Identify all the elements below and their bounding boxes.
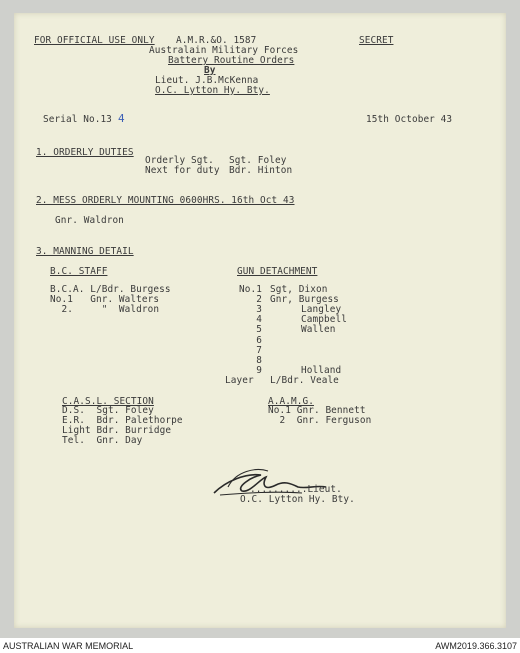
by-label: By	[204, 65, 216, 76]
gun-no: No.1	[239, 284, 262, 295]
gun-name: Holland	[301, 365, 342, 376]
serial-label: Serial No.13	[43, 114, 112, 125]
bc-staff-heading: B.C. STAFF	[50, 266, 108, 277]
gun-name: Langley	[301, 304, 342, 315]
gun-detachment-heading: GUN DETACHMENT	[237, 266, 318, 277]
document-title: Battery Routine Orders	[168, 55, 295, 66]
gun-name: Sgt, Dixon	[270, 284, 328, 295]
footer-accession-number: AWM2019.366.3107	[435, 641, 517, 651]
serial-handwritten-number: 4	[118, 112, 125, 125]
officer-name: Lieut. J.B.McKenna	[155, 75, 259, 86]
casl-row: D.S. Sgt. Foley	[62, 405, 154, 416]
gun-no: 7	[256, 345, 262, 356]
next-duty-name: Bdr. Hinton	[229, 165, 293, 176]
manning-detail-heading: 3. MANNING DETAIL	[36, 246, 134, 257]
gun-no: 3	[256, 304, 262, 315]
gun-no: 9	[256, 365, 262, 376]
bc-staff-row: No.1 Gnr. Walters	[50, 294, 160, 305]
orderly-duties-heading: 1. ORDERLY DUTIES	[36, 147, 134, 158]
reference-number: A.M.R.&O. 1587	[176, 35, 257, 46]
classification-label: SECRET	[359, 35, 394, 46]
aamg-heading: A.A.M.G.	[268, 396, 314, 407]
gun-name: Gnr, Burgess	[270, 294, 339, 305]
gun-name: Campbell	[301, 314, 347, 325]
gun-no: 4	[256, 314, 262, 325]
next-duty-role-text: Next for duty	[145, 165, 220, 176]
gun-no: 8	[256, 355, 262, 366]
layer-label: Layer	[225, 375, 254, 386]
gun-name: Wallen	[301, 324, 336, 335]
restriction-label: FOR OFFICIAL USE ONLY	[34, 35, 155, 46]
casl-row: Light Bdr. Burridge	[62, 425, 172, 436]
aamg-row: No.1 Gnr. Bennett	[268, 405, 366, 416]
orderly-name: Sgt. Foley	[229, 155, 287, 166]
casl-section-heading: C.A.S.L. SECTION	[62, 396, 154, 407]
casl-row: E.R. Bdr. Palethorpe	[62, 415, 183, 426]
organisation: Australain Military Forces	[149, 45, 299, 56]
gun-no: 5	[256, 324, 262, 335]
casl-row: Tel. Gnr. Day	[62, 435, 143, 446]
signature-title: O.C. Lytton Hy. Bty.	[240, 494, 355, 505]
bc-staff-row: B.C.A. L/Bdr. Burgess	[50, 284, 171, 295]
signature-line: ..........Lieut.	[250, 484, 342, 495]
mess-orderly-name: Gnr. Waldron	[55, 215, 124, 226]
aamg-row: 2 Gnr. Ferguson	[268, 415, 372, 426]
bc-staff-row: 2. " Waldron	[50, 304, 160, 315]
command-title: O.C. Lytton Hy. Bty.	[155, 85, 270, 96]
mess-orderly-heading: 2. MESS ORDERLY MOUNTING 0600HRS. 16th Oct 43	[36, 195, 295, 206]
footer-institution: AUSTRALIAN WAR MEMORIAL	[3, 641, 134, 651]
layer-name: L/Bdr. Veale	[270, 375, 339, 386]
gun-no: 6	[256, 335, 262, 346]
orderly-role: Orderly Sgt.	[145, 155, 214, 166]
gun-no: 2	[256, 294, 262, 305]
serial-date: 15th October 43	[366, 114, 453, 125]
